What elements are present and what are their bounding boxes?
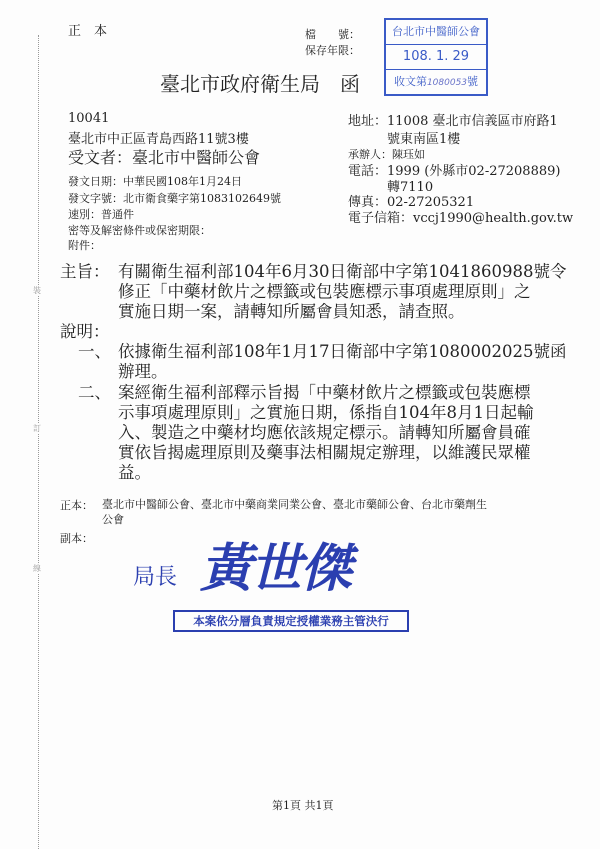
margin-mark: 訂: [33, 424, 41, 433]
receipt-suffix: 號: [467, 75, 479, 88]
item-line: 案經衛生福利部釋示旨揭「中藥材飲片之標籤或包裝應標: [118, 383, 531, 402]
receipt-no: 1080053: [426, 78, 468, 88]
item-line: 辦理。: [118, 362, 168, 381]
recipient-address: 臺北市中正區青島西路11號3樓: [68, 132, 249, 147]
receipt-stamp: [384, 18, 488, 96]
doc-number: 發文字號：北市衛食藥字第1083102649號: [68, 192, 281, 205]
item-line: 依據衛生福利部108年1月17日衛部中字第1080002025號函: [118, 342, 567, 361]
page-number: 第1頁 共1頁: [272, 799, 334, 812]
item-number: 一、: [78, 342, 111, 361]
officer: 承辦人：陳珏如: [348, 148, 425, 161]
fax: 傳真：02-27205321: [348, 195, 475, 210]
binding-line: [38, 35, 39, 849]
item-line: 入、製造之中藥材均應依該規定標示。請轉知所屬會員確: [118, 423, 531, 442]
recipients-line: 臺北市中醫師公會、臺北市中藥商業同業公會、臺北市藥師公會、台北市藥劑生: [102, 498, 487, 511]
stamp-org: 台北市中醫師公會: [386, 20, 486, 45]
signature-name: 黃世傑: [200, 539, 351, 599]
issue-date: 發文日期：中華民國108年1月24日: [68, 175, 242, 188]
retention-label: 保存年限：: [305, 44, 360, 57]
margin-mark: 裝: [33, 286, 41, 295]
explanation-item: [118, 342, 566, 382]
file-no-label: 檔 號：: [305, 28, 360, 41]
receipt-prefix: 收文第: [393, 75, 427, 88]
explanation-item: [118, 383, 534, 483]
signature-title: 局長: [133, 565, 178, 590]
postal-code: 10041: [68, 111, 110, 126]
recipient: 受文者：臺北市中醫師公會: [68, 148, 261, 167]
subject-text: [118, 262, 566, 322]
sender-address-cont: 號東南區1樓: [387, 132, 461, 147]
item-line: 示事項處理原則」之實施日期，係指自104年8月1日起輸: [118, 403, 534, 422]
original-recipients: [102, 497, 487, 527]
stamp-date: 108. 1. 29: [386, 45, 486, 70]
email: 電子信箱：vccj1990@health.gov.tw: [348, 211, 574, 226]
recipients-line: 公會: [102, 513, 124, 526]
margin-mark: 線: [33, 564, 41, 573]
subject-line: 有關衛生福利部104年6月30日衛部中字第1041860988號令: [118, 262, 567, 281]
subject-line: 修正「中藥材飲片之標籤或包裝應標示事項處理原則」之: [118, 282, 531, 301]
item-line: 益。: [118, 463, 151, 482]
original-recipients-label: 正本：: [60, 499, 93, 512]
delegation-stamp: 本案依分層負責規定授權業務主管決行: [173, 610, 409, 632]
subject-line: 實施日期一案，請轉知所屬會員知悉，請查照。: [118, 302, 465, 321]
document-title: 臺北市政府衛生局 函: [160, 72, 360, 96]
item-line: 實依旨揭處理原則及藥事法相關規定辦理，以維護民眾權: [118, 443, 531, 462]
sender-address: 地址：11008 臺北市信義區市府路1: [348, 114, 558, 129]
copy-recipients-label: 副本：: [60, 532, 93, 545]
explanation-label: 說明：: [60, 322, 110, 341]
subject-label: 主旨：: [60, 262, 110, 281]
item-number: 二、: [78, 383, 111, 402]
attachment: 附件：: [68, 239, 101, 252]
stamp-receipt: [386, 70, 486, 94]
speed: 速別：普通件: [68, 208, 134, 221]
copy-type: 正 本: [68, 24, 108, 39]
secrecy: 密等及解密條件或保密期限：: [68, 224, 211, 237]
phone-ext: 轉7110: [387, 180, 434, 195]
phone: 電話：1999 (外縣市02-27208889): [348, 164, 561, 179]
